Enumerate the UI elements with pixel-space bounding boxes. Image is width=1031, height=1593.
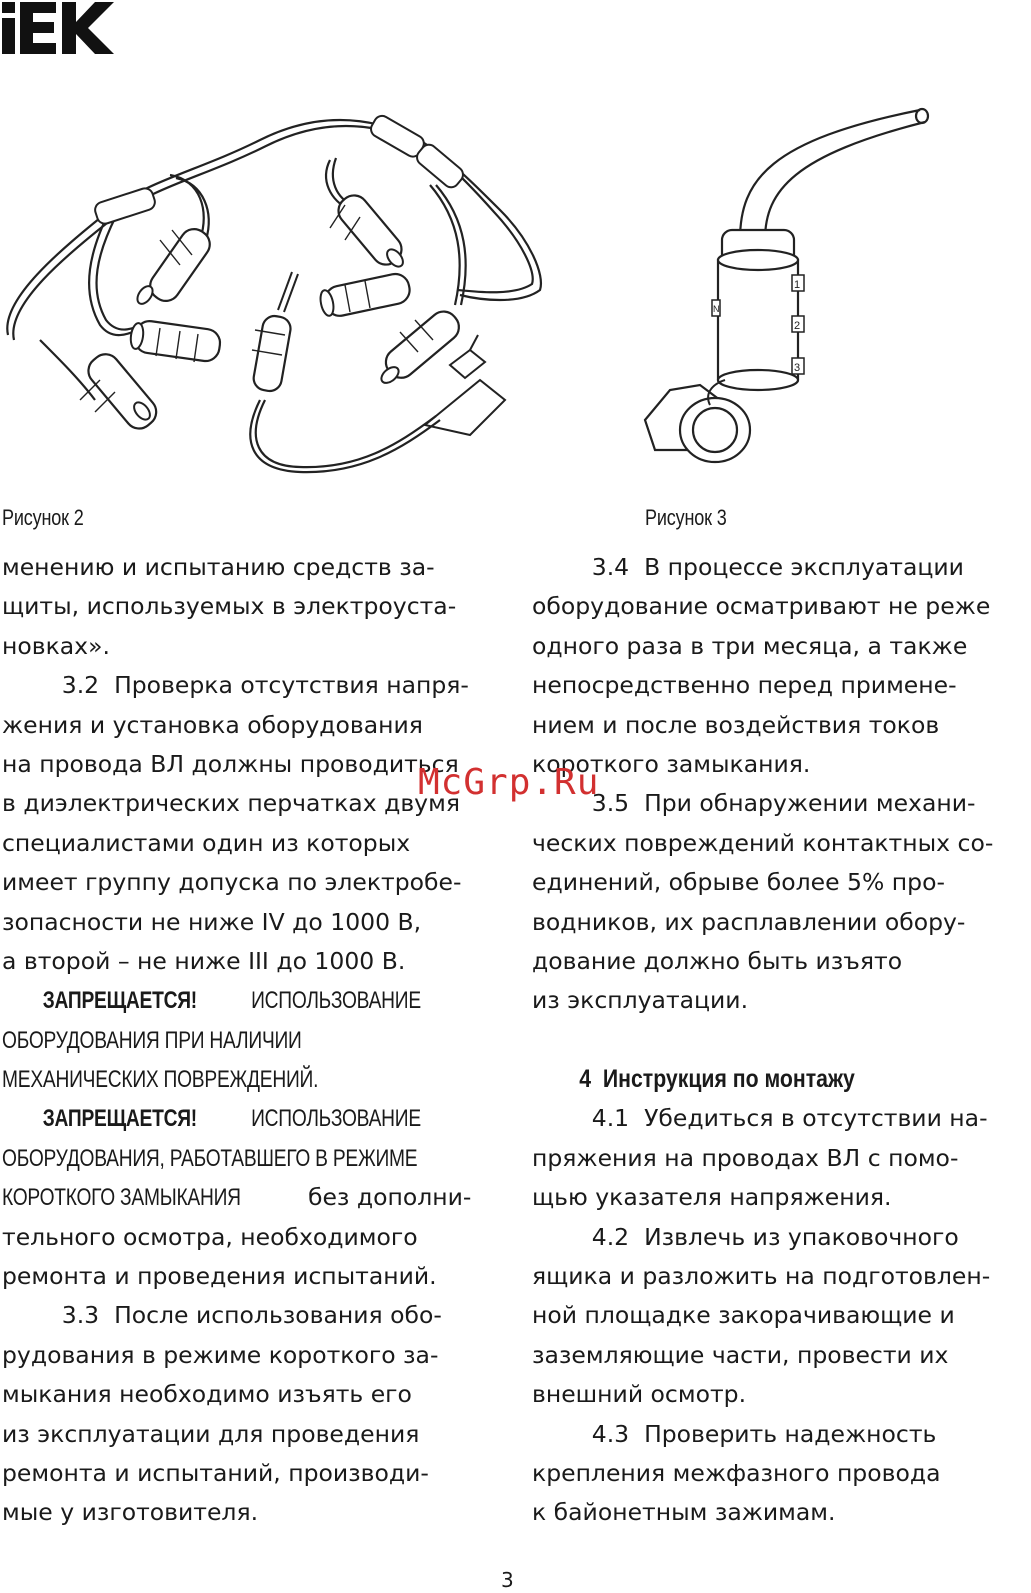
right_column-line xyxy=(532,1060,1030,1099)
body-text: пряжения на проводах ВЛ с помо- xyxy=(532,1143,959,1172)
caps-warning-text: МЕХАНИЧЕСКИХ ПОВРЕЖДЕНИЙ. xyxy=(2,1066,319,1094)
right_column-line xyxy=(532,1415,1030,1454)
left_column-line xyxy=(2,1415,502,1454)
body-text: мыкания необходимо изъять его xyxy=(2,1380,412,1409)
right_column-line xyxy=(532,627,1030,666)
right_column-line xyxy=(532,1099,1030,1138)
body-text: щиты, используемых в электроуста- xyxy=(2,592,457,621)
left_column-line xyxy=(2,1218,502,1257)
iek-logo xyxy=(2,2,114,54)
right_column-line xyxy=(532,1021,1030,1060)
body-text: водников, их расплавлении обору- xyxy=(532,907,966,936)
left_column-line xyxy=(2,587,502,626)
figure-3-label-3: 3 xyxy=(794,362,801,374)
caps-warning-text: ИСПОЛЬЗОВАНИЕ xyxy=(245,987,421,1015)
body-text: ящика и разложить на подготовлен- xyxy=(532,1262,991,1291)
body-text: тельного осмотра, необходимого xyxy=(2,1222,418,1251)
body-text: 3.3 После использования обо- xyxy=(2,1301,442,1330)
body-text: внешний осмотр. xyxy=(532,1380,747,1409)
left-text-column xyxy=(2,548,502,1533)
body-text: на провода ВЛ должны проводиться xyxy=(2,749,459,778)
body-text: специалистами один из которых xyxy=(2,828,411,857)
body-text: короткого замыкания. xyxy=(532,749,811,778)
left_column-line xyxy=(2,1021,502,1060)
body-text: ной площадке закорачивающие и xyxy=(532,1301,955,1330)
figure-2-drawing xyxy=(0,100,560,500)
right_column-line xyxy=(532,863,1030,902)
left_column-line xyxy=(2,1178,502,1217)
left_column-line xyxy=(2,1139,502,1178)
section-heading: 4 Инструкция по монтажу xyxy=(532,1065,855,1094)
body-text: 4.3 Проверить надежность xyxy=(532,1419,937,1448)
right_column-line xyxy=(532,784,1030,823)
figure-3-label-n: N xyxy=(713,304,720,314)
caps-warning-text: ОБОРУДОВАНИЯ ПРИ НАЛИЧИИ xyxy=(2,1026,302,1054)
body-text: жения и установка оборудования xyxy=(2,710,423,739)
body-text: ремонта и проведения испытаний. xyxy=(2,1262,437,1291)
watermark: McGrp.Ru xyxy=(418,762,600,803)
body-text: без дополни- xyxy=(300,1183,472,1212)
left_column-line xyxy=(2,981,502,1020)
body-text: рудования в режиме короткого за- xyxy=(2,1340,439,1369)
right_column-line xyxy=(532,1257,1030,1296)
left_column-line xyxy=(2,548,502,587)
prohibition-label: ЗАПРЕЩАЕТСЯ! xyxy=(2,1105,197,1133)
body-text: мые у изготовителя. xyxy=(2,1498,259,1527)
right_column-line xyxy=(532,1454,1030,1493)
left_column-line xyxy=(2,942,502,981)
page-number: 3 xyxy=(501,1568,514,1592)
left_column-line xyxy=(2,1454,502,1493)
caps-warning-text: ОБОРУДОВАНИЯ, РАБОТАВШЕГО В РЕЖИМЕ xyxy=(2,1144,418,1172)
body-text: зопасности не ниже IV до 1000 В, xyxy=(2,907,422,936)
prohibition-label: ЗАПРЕЩАЕТСЯ! xyxy=(2,987,197,1015)
left_column-line xyxy=(2,706,502,745)
body-text: в диэлектрических перчатках двумя xyxy=(2,789,460,818)
body-text: нием и после воздействия токов xyxy=(532,710,940,739)
body-text: непосредственно перед примене- xyxy=(532,671,957,700)
left_column-line xyxy=(2,1099,502,1138)
body-text: единений, обрыве более 5% про- xyxy=(532,868,945,897)
body-text: 3.4 В процессе эксплуатации xyxy=(532,553,964,581)
left_column-line xyxy=(2,666,502,705)
left_column-line xyxy=(2,1257,502,1296)
body-text: 3.5 При обнаружении механи- xyxy=(532,789,976,818)
right_column-line xyxy=(532,706,1030,745)
right_column-line xyxy=(532,1493,1030,1532)
right_column-line xyxy=(532,981,1030,1020)
body-text: 4.2 Извлечь из упаковочного xyxy=(532,1222,959,1251)
body-text: 4.1 Убедиться в отсутствии на- xyxy=(532,1104,988,1133)
left_column-line xyxy=(2,1493,502,1532)
body-text: одного раза в три месяца, а также xyxy=(532,631,968,660)
body-text: менению и испытанию средств за- xyxy=(2,553,435,581)
right_column-line xyxy=(532,1336,1030,1375)
body-text: из эксплуатации. xyxy=(532,986,749,1015)
left_column-line xyxy=(2,1336,502,1375)
body-text: дование должно быть изъято xyxy=(532,946,903,975)
left_column-line xyxy=(2,1375,502,1414)
body-text: щью указателя напряжения. xyxy=(532,1183,892,1212)
left_column-line xyxy=(2,627,502,666)
right_column-line xyxy=(532,666,1030,705)
body-text: а второй – не ниже III до 1000 В. xyxy=(2,946,406,975)
right-text-column xyxy=(532,548,1030,1533)
body-text: новках». xyxy=(2,631,110,660)
figure-3-drawing xyxy=(630,100,950,480)
figure-3-caption: Рисунок 3 xyxy=(645,505,727,530)
caps-warning-text: КОРОТКОГО ЗАМЫКАНИЯ xyxy=(2,1184,241,1212)
figure-3-label-2: 2 xyxy=(794,320,801,332)
right_column-line xyxy=(532,1296,1030,1335)
figure-3-label-1: 1 xyxy=(794,279,801,291)
left_column-line xyxy=(2,1060,502,1099)
body-text: из эксплуатации для проведения xyxy=(2,1419,420,1448)
body-text: к байонетным зажимам. xyxy=(532,1498,836,1527)
right_column-line xyxy=(532,824,1030,863)
body-text: заземляющие части, провести их xyxy=(532,1340,949,1369)
left_column-line xyxy=(2,903,502,942)
right_column-line xyxy=(532,587,1030,626)
right_column-line xyxy=(532,942,1030,981)
right_column-line xyxy=(532,1139,1030,1178)
right_column-line xyxy=(532,1218,1030,1257)
body-text: 3.2 Проверка отсутствия напря- xyxy=(2,671,469,700)
body-text: ческих повреждений контактных со- xyxy=(532,828,994,857)
caps-warning-text: ИСПОЛЬЗОВАНИЕ xyxy=(245,1105,421,1133)
body-text: ремонта и испытаний, производи- xyxy=(2,1458,429,1487)
body-text: имеет группу допуска по электробе- xyxy=(2,868,462,897)
right_column-line xyxy=(532,745,1030,784)
body-text: оборудование осматривают не реже xyxy=(532,592,991,621)
left_column-line xyxy=(2,824,502,863)
figure-2-caption: Рисунок 2 xyxy=(2,505,84,530)
left_column-line xyxy=(2,1296,502,1335)
right_column-line xyxy=(532,903,1030,942)
right_column-line xyxy=(532,548,1030,587)
right_column-line xyxy=(532,1178,1030,1217)
left_column-line xyxy=(2,863,502,902)
body-text: крепления межфазного провода xyxy=(532,1458,941,1487)
right_column-line xyxy=(532,1375,1030,1414)
